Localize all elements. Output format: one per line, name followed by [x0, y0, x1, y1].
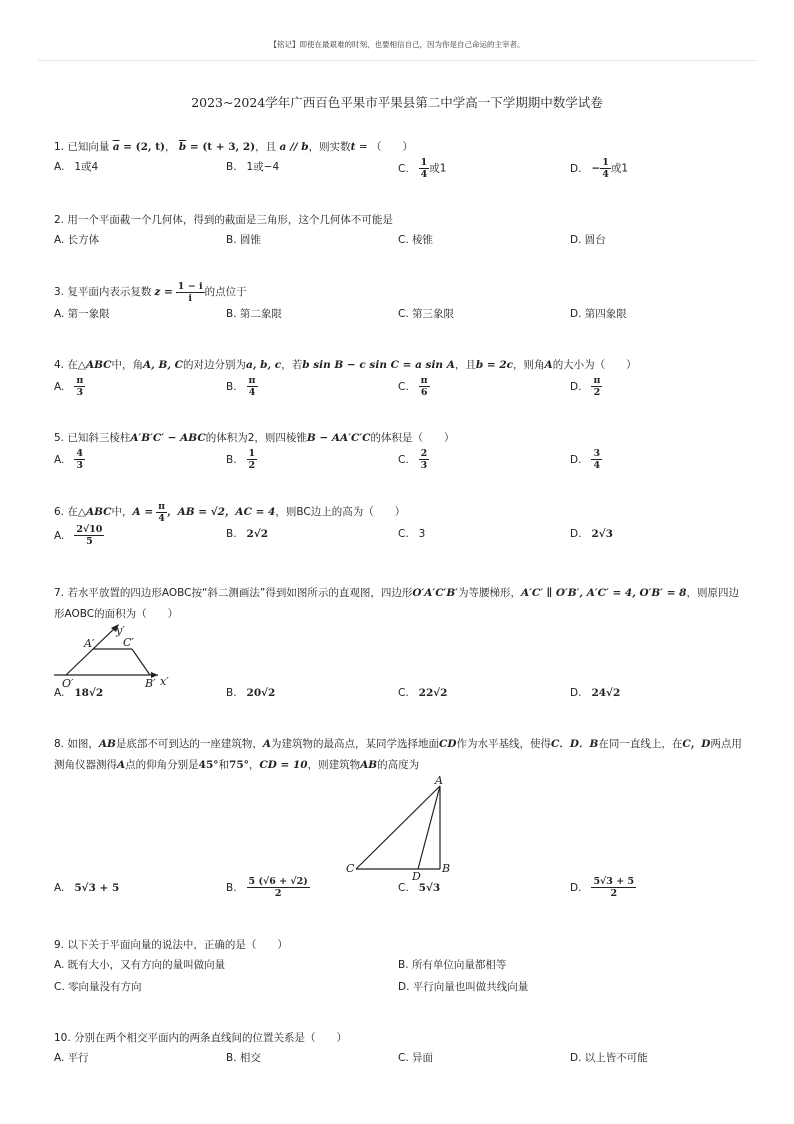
stem-text: 8. 如图， [54, 738, 99, 750]
option-letter: B. [226, 161, 237, 173]
option-letter: D. [570, 380, 582, 393]
option-letter: D. [570, 528, 582, 540]
fraction [74, 448, 85, 471]
option-text: 3 [418, 528, 426, 540]
y-axis [66, 626, 117, 675]
label-c: C [346, 862, 355, 875]
stem-text: 为等腰梯形， [457, 587, 521, 599]
option-c[interactable] [398, 524, 425, 544]
stem-text: 是底部不可到达的一座建筑物， [115, 738, 263, 750]
option-d[interactable]: D. 圆台 [570, 234, 606, 246]
vector-a: $\overline{a}$ [112, 141, 120, 153]
stem-text: 5. 已知斜三棱柱 [54, 432, 131, 444]
fraction [156, 501, 167, 524]
option-letter: D. [570, 687, 582, 699]
option-text: 或1 [429, 162, 447, 175]
point-a: A [117, 759, 126, 771]
stem-text: 6. 在△ [54, 506, 86, 518]
option-text: 或1 [610, 162, 629, 175]
triangle-abc: ABC [85, 506, 112, 518]
header-divider [38, 60, 756, 61]
triangle-abc: ABC [85, 359, 112, 371]
fraction [176, 281, 205, 304]
question-3 [54, 280, 744, 326]
stem-text: 的高度为 [377, 759, 420, 771]
question-9 [54, 935, 744, 999]
length-cd: CD = 10 [259, 759, 308, 771]
option-d[interactable] [570, 683, 620, 703]
question-1 [54, 137, 744, 179]
condition: A′C′ ∥ O′B′, A′C′ = 4, O′B′ = 8 [520, 587, 687, 599]
option-letter: D. [570, 881, 582, 894]
option-text: 5√3 [418, 882, 441, 894]
option-letter: C. [398, 528, 409, 540]
stem-text: ，且 [454, 359, 476, 371]
option-letter: C. [398, 453, 409, 466]
denominator: 3 [76, 387, 84, 398]
option-c[interactable] [398, 878, 440, 898]
option-a[interactable]: A. 长方体 [54, 234, 100, 246]
stem-text: 在同一直线上，在 [598, 738, 683, 750]
fraction [247, 876, 310, 899]
separator: ， [165, 141, 176, 153]
stem-text: 的大小为（ ） [552, 359, 637, 371]
label-a: A [435, 774, 443, 787]
option-b[interactable] [226, 524, 268, 544]
numerator: 4 [76, 448, 83, 459]
numerator: π [248, 375, 256, 386]
stem-text: ，则建筑物 [307, 759, 361, 771]
stem-text: 4. 在△ [54, 359, 86, 371]
label-a: A′ [84, 637, 95, 650]
option-letter: B. [226, 881, 237, 894]
page-title: 2023~2024学年广西百色平果市平果县第二中学高一下学期期中数学试卷 [191, 95, 603, 110]
option-text: 1或−4 [246, 161, 280, 173]
line-ca [356, 786, 440, 869]
option-b[interactable] [226, 157, 279, 177]
denominator: 3 [420, 460, 428, 471]
question-2 [54, 210, 744, 252]
stem-text: ，则角 [513, 359, 545, 371]
option-c[interactable] [398, 683, 448, 703]
option-d[interactable] [570, 448, 602, 471]
stem-text: ， [248, 759, 260, 771]
stem-text: 为建筑物的最高点，某同学选择地面 [271, 738, 440, 750]
denominator: 2 [593, 387, 601, 398]
stem-text: 中，角 [111, 359, 144, 371]
motto: 【铭记】即使在最艰难的时刻，也要相信自己，因为你是自己命运的主宰者。 [269, 40, 525, 49]
fraction [419, 157, 430, 180]
option-text: 24√2 [591, 687, 621, 699]
angle-a: A = [132, 506, 154, 518]
stem-text: 的体积为2，则四棱锥 [205, 432, 307, 444]
option-d[interactable] [570, 524, 613, 544]
variable-z: z = [154, 286, 173, 298]
segment-cd: CD [439, 738, 457, 750]
numerator: 5√3 + 5 [593, 876, 635, 887]
option-letter: A. [54, 380, 65, 393]
question-6-stem [54, 500, 744, 524]
side-ab: ，AB = √2 [167, 506, 225, 518]
option-letter: A. [54, 687, 65, 699]
condition: b = 2c [475, 359, 514, 371]
segment-ab: AB [98, 738, 116, 750]
stem-text: ，且 [255, 141, 277, 153]
option-b[interactable] [226, 876, 310, 899]
fraction [600, 157, 611, 180]
option-a[interactable] [54, 448, 85, 471]
question-4-stem [54, 355, 744, 375]
question-5-stem [54, 428, 744, 448]
option-letter: C. [398, 687, 409, 699]
options [54, 448, 744, 476]
minus-sign: − [591, 162, 601, 175]
option-d[interactable] [570, 375, 602, 398]
option-d[interactable] [570, 157, 628, 180]
label-y: y′ [116, 624, 125, 637]
option-a[interactable] [54, 878, 119, 898]
question-6 [54, 500, 744, 552]
stem-text: 作为水平基线，使得 [456, 738, 552, 750]
option-a[interactable] [54, 683, 103, 703]
oblique-projection-figure [54, 620, 184, 688]
option-text: 22√2 [418, 687, 448, 699]
denominator: 4 [248, 387, 256, 398]
option-c[interactable]: C. 异面 [398, 1052, 434, 1064]
angles: A, B, C [143, 359, 184, 371]
vector-a-value: = (2, t) [119, 141, 166, 153]
denominator: 6 [420, 387, 428, 398]
stem-text: ，若 [281, 359, 303, 371]
variable-t: t [350, 141, 356, 153]
fraction [591, 375, 602, 398]
question-9-stem: 9. 以下关于平面向量的说法中，正确的是（ ） [54, 939, 288, 951]
question-8-options [54, 876, 744, 906]
fraction [247, 448, 258, 471]
fraction [591, 448, 602, 471]
option-letter: A. [54, 529, 65, 542]
option-b[interactable]: B. 第二象限 [226, 308, 282, 320]
stem-text: 的体积是（ ） [370, 432, 455, 444]
denominator: 3 [76, 460, 83, 471]
fraction [419, 375, 430, 398]
option-letter: B. [226, 528, 237, 540]
point-a: A [262, 738, 272, 750]
numerator: 5 (√6 + √2) [248, 876, 308, 887]
option-b[interactable]: B. 相交 [226, 1052, 261, 1064]
label-x: x′ [160, 675, 169, 688]
trapezoid: O′A′C′B′ [412, 587, 458, 599]
denominator: i [188, 292, 192, 304]
option-c[interactable] [398, 375, 430, 398]
question-7 [54, 583, 744, 625]
options [54, 524, 744, 552]
option-letter: A. [54, 161, 65, 173]
option-b[interactable]: B. 圆锥 [226, 234, 261, 246]
stem-text: 点的仰角分别是 [125, 759, 199, 771]
stem-text: 和 [218, 759, 230, 771]
option-b[interactable] [226, 683, 275, 703]
option-c[interactable]: C. 零向量没有方向 [54, 981, 142, 993]
option-text: 2√2 [246, 528, 269, 540]
option-letter: A. [54, 453, 65, 466]
angle-75: 75° [229, 759, 249, 771]
pyramid: B − AA′C′C [306, 432, 371, 444]
option-d[interactable]: D. 以上皆不可能 [570, 1052, 648, 1064]
stem-text: ，则实数 [308, 141, 351, 153]
option-b[interactable] [226, 448, 257, 471]
option-letter: B. [226, 380, 237, 393]
option-letter: B. [226, 453, 237, 466]
denominator: 4 [158, 512, 165, 524]
sides: a, b, c [246, 359, 282, 371]
question-8-stem [54, 734, 744, 776]
option-a[interactable]: A. 第一象限 [54, 308, 110, 320]
numerator: π [158, 500, 166, 512]
option-letter: D. [570, 162, 582, 175]
numerator: π [593, 375, 601, 386]
denominator: 2 [610, 888, 618, 899]
denominator: 2 [248, 460, 256, 471]
label-o: O′ [62, 677, 74, 688]
denominator: 2 [274, 888, 282, 899]
label-b: B [442, 862, 451, 875]
option-text: 2√3 [591, 528, 613, 540]
numerator: 2√10 [76, 524, 103, 535]
option-text: 20√2 [246, 687, 276, 699]
option-letter: C. [398, 882, 409, 894]
question-10 [54, 1028, 744, 1070]
angle-45: 45° [198, 759, 219, 771]
question-7-stem [54, 583, 744, 625]
vector-b: $\overline{b}$ [178, 141, 187, 153]
numerator: 1 [420, 157, 428, 168]
option-d[interactable] [570, 876, 636, 899]
vector-b-value: = (t + 3, 2) [186, 141, 256, 153]
option-text: 18√2 [74, 687, 104, 699]
points-cdb: C．D．B [551, 738, 599, 750]
option-a[interactable]: A. 既有大小，又有方向的量叫做向量 [54, 959, 226, 971]
figure-svg [340, 774, 460, 882]
option-c[interactable] [398, 157, 446, 180]
option-b[interactable]: B. 所有单位向量都相等 [398, 959, 507, 971]
options [54, 304, 744, 326]
option-a[interactable] [54, 157, 98, 177]
stem-text: 7. 若水平放置的四边形AOBC按“斜二测画法”得到如图所示的直观图，四边形 [54, 587, 413, 599]
stem-text: 3. 复平面内表示复数 [54, 286, 152, 298]
option-letter: C. [398, 380, 409, 393]
stem-text: ，则原四边形AOBC的面积为（ ） [54, 587, 739, 620]
question-5 [54, 428, 744, 476]
option-letter: D. [570, 453, 582, 466]
option-d[interactable]: D. 第四象限 [570, 308, 627, 320]
options [54, 683, 744, 705]
fraction [74, 524, 104, 547]
question-7-options [54, 683, 744, 705]
option-letter: A. [54, 882, 65, 894]
option-letter: B. [226, 687, 237, 699]
option-d[interactable]: D. 平行向量也叫做共线向量 [398, 981, 529, 993]
denominator: 4 [602, 169, 609, 180]
stem-text: 的对边分别为 [183, 359, 247, 371]
denominator: 4 [420, 169, 428, 180]
stem-text: 的点位于 [204, 286, 247, 298]
side-ac: ，AC = 4 [224, 506, 276, 518]
figure-svg [54, 620, 184, 688]
points-cd: C，D [682, 738, 711, 750]
options [54, 955, 744, 977]
building-figure [340, 774, 460, 882]
label-d: D [412, 870, 421, 882]
options [54, 977, 744, 999]
option-c[interactable] [398, 448, 429, 471]
numerator: 1 [248, 448, 256, 459]
numerator: 3 [593, 448, 601, 459]
stem-text: ，则BC边上的高为（ ） [275, 506, 406, 518]
condition: b sin B − c sin C = a sin A [302, 359, 455, 371]
stem-text: 1. 已知向量 [54, 141, 110, 153]
numerator: 1 [602, 157, 609, 168]
fraction [419, 448, 430, 471]
options [54, 1048, 744, 1070]
options [54, 230, 744, 252]
question-2-stem: 2. 用一个平面截一个几何体，得到的截面是三角形，这个几何体不可能是 [54, 214, 393, 226]
fraction [591, 876, 636, 899]
option-a[interactable] [54, 375, 85, 398]
question-10-stem: 10. 分别在两个相交平面内的两条直线间的位置关系是（ ） [54, 1032, 348, 1044]
question-8 [54, 734, 744, 776]
segment-ab: AB [360, 759, 378, 771]
segment-cb [132, 649, 150, 675]
fraction [247, 375, 258, 398]
label-b: B′ [145, 677, 156, 688]
stem-text: 两点用测角仪器测得 [54, 738, 742, 771]
numerator: 2 [420, 448, 428, 459]
label-c: C′ [123, 636, 134, 649]
numerator: π [420, 375, 428, 386]
option-text: 1或4 [74, 161, 99, 173]
option-a[interactable] [54, 524, 104, 547]
question-3-stem [54, 280, 744, 304]
option-letter: C. [398, 162, 409, 175]
parallel-condition: a // b [279, 141, 309, 153]
numerator: π [76, 375, 84, 386]
options [54, 157, 744, 179]
angle-a: A [544, 359, 553, 371]
denominator: 4 [593, 460, 601, 471]
option-c[interactable]: C. 第三象限 [398, 308, 455, 320]
stem-text: 中， [111, 506, 133, 518]
line-da [418, 786, 440, 869]
option-a[interactable]: A. 平行 [54, 1052, 89, 1064]
option-b[interactable] [226, 375, 258, 398]
fraction [74, 375, 85, 398]
denominator: 5 [86, 536, 93, 547]
question-4 [54, 355, 744, 403]
options [54, 876, 744, 906]
prism: A′B′C′ − ABC [130, 432, 206, 444]
option-c[interactable]: C. 棱锥 [398, 234, 434, 246]
stem-text: = （ ） [355, 141, 413, 153]
question-1-stem [54, 137, 744, 157]
numerator: 1 − i [177, 280, 203, 292]
option-text: 5√3 + 5 [74, 882, 120, 894]
options [54, 375, 744, 403]
